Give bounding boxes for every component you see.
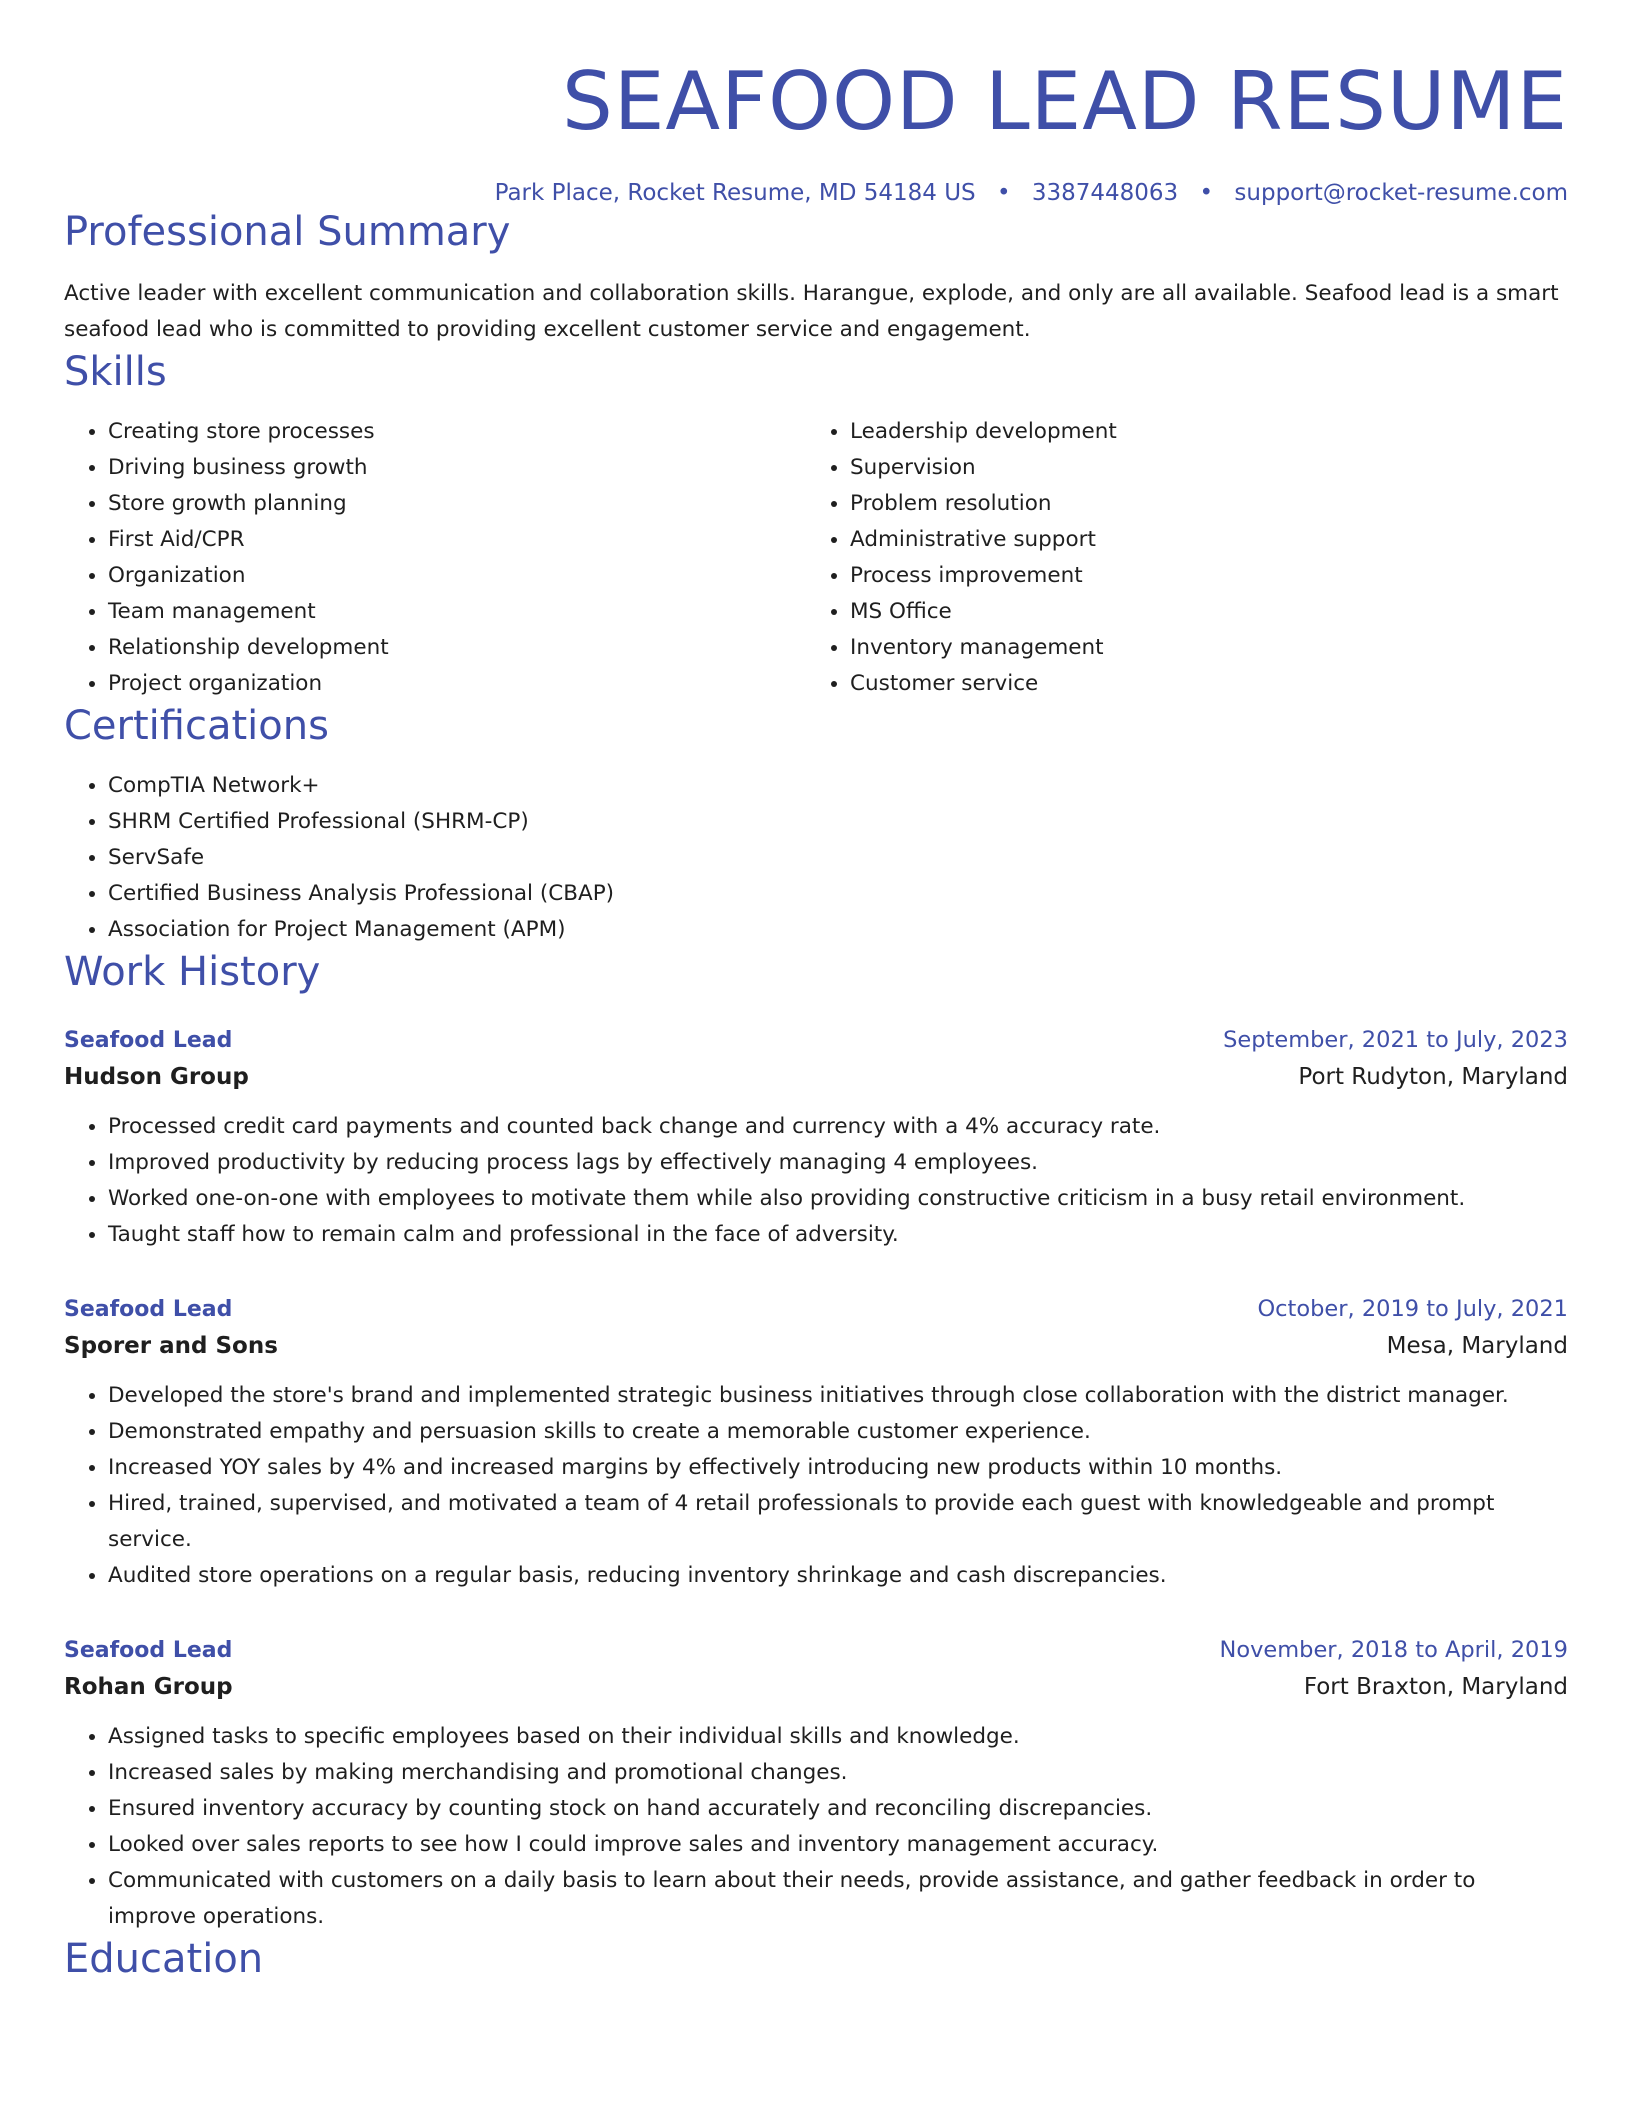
- skill-item: • Problem resolution: [850, 486, 1548, 522]
- contact-phone: 3387448063: [1031, 180, 1179, 206]
- job-company-row: [64, 1059, 1568, 1095]
- job-bullet: • Assigned tasks to specific employees based on their individual skills and knowledge.: [108, 1719, 1568, 1755]
- resume-title: SEAFOOD LEAD RESUME: [562, 55, 1568, 148]
- job-title: Seafood Lead: [64, 1297, 233, 1322]
- job-header-row: [64, 1022, 1568, 1059]
- job-bullets: [64, 1378, 1568, 1594]
- job-bullet: • Looked over sales reports to see how I could improve sales and inventory management accuracy.: [108, 1827, 1568, 1863]
- job-bullets: [64, 1719, 1568, 1935]
- skill-item: • Driving business growth: [108, 450, 806, 486]
- contact-line: [64, 178, 1568, 208]
- job-location: Mesa, Maryland: [1386, 1333, 1568, 1359]
- certification-item: • ServSafe: [108, 840, 1568, 876]
- job-bullet: • Increased YOY sales by 4% and increased margins by effectively introducing new products within 10 months.: [108, 1450, 1568, 1486]
- job-company-row: [64, 1669, 1568, 1705]
- job-company: Sporer and Sons: [64, 1333, 278, 1359]
- job-bullet: • Ensured inventory accuracy by counting stock on hand accurately and reconciling discrepancies.: [108, 1791, 1568, 1827]
- job-bullet: • Developed the store's brand and implemented strategic business initiatives through close collaboration with the district manager.: [108, 1378, 1568, 1414]
- contact-separator: •: [996, 180, 1011, 206]
- job-dates: October, 2019 to July, 2021: [1257, 1296, 1568, 1322]
- skills-heading: Skills: [64, 349, 167, 395]
- education-heading: Education: [64, 1936, 264, 1982]
- job-dates: September, 2021 to July, 2023: [1223, 1027, 1568, 1053]
- contact-address: Park Place, Rocket Resume, MD 54184 US: [494, 180, 976, 206]
- skill-item: • Administrative support: [850, 522, 1548, 558]
- job-bullet: • Worked one-on-one with employees to motivate them while also providing constructive criticism in a busy retail environment.: [108, 1181, 1568, 1217]
- job-bullet: • Hired, trained, supervised, and motivated a team of 4 retail professionals to provide each guest with knowledgeable and prompt service.: [108, 1486, 1568, 1558]
- skill-item: • Project organization: [108, 666, 806, 702]
- skill-item: • Supervision: [850, 450, 1548, 486]
- skill-item: • Inventory management: [850, 630, 1548, 666]
- skill-item: • Customer service: [850, 666, 1548, 702]
- certification-item: • SHRM Certified Professional (SHRM-CP): [108, 804, 1568, 840]
- summary-heading: Professional Summary: [64, 209, 511, 255]
- skill-item: • First Aid/CPR: [108, 522, 806, 558]
- contact-separator: •: [1199, 180, 1214, 206]
- job-bullets: [64, 1109, 1568, 1253]
- skills-columns: [64, 414, 1568, 702]
- skills-right-list: [806, 414, 1548, 702]
- work-history-heading: Work History: [64, 949, 321, 995]
- job-entry: [64, 1291, 1568, 1594]
- job-bullet: • Processed credit card payments and counted back change and currency with a 4% accuracy rate.: [108, 1109, 1568, 1145]
- job-location: Port Rudyton, Maryland: [1298, 1064, 1568, 1090]
- certifications-list: [64, 768, 1568, 948]
- job-company: Hudson Group: [64, 1064, 249, 1090]
- skill-item: • Creating store processes: [108, 414, 806, 450]
- job-company-row: [64, 1328, 1568, 1364]
- summary-text: Active leader with excellent communication and collaboration skills. Harangue, explode, and only are all available. Seafood lead is a smart seafood lead who is committed to providing excellent customer service and engagement.: [64, 281, 1559, 342]
- job-header-row: [64, 1632, 1568, 1669]
- skill-item: • Relationship development: [108, 630, 806, 666]
- job-dates: November, 2018 to April, 2019: [1219, 1637, 1568, 1663]
- job-title: Seafood Lead: [64, 1638, 233, 1663]
- job-header-row: [64, 1291, 1568, 1328]
- certification-item: • CompTIA Network+: [108, 768, 1568, 804]
- job-bullet: • Demonstrated empathy and persuasion skills to create a memorable customer experience.: [108, 1414, 1568, 1450]
- job-bullet: • Communicated with customers on a daily basis to learn about their needs, provide assistance, and gather feedback in order to improve operations.: [108, 1863, 1568, 1935]
- job-bullet: • Increased sales by making merchandising and promotional changes.: [108, 1755, 1568, 1791]
- contact-email: support@rocket-resume.com: [1234, 180, 1568, 206]
- job-bullet: • Improved productivity by reducing process lags by effectively managing 4 employees.: [108, 1145, 1568, 1181]
- skill-item: • Team management: [108, 594, 806, 630]
- skill-item: • Store growth planning: [108, 486, 806, 522]
- job-company: Rohan Group: [64, 1674, 233, 1700]
- resume-page: [64, 0, 1568, 1983]
- certification-item: • Certified Business Analysis Professional (CBAP): [108, 876, 1568, 912]
- job-entry: [64, 1022, 1568, 1253]
- work-history-list: [64, 1022, 1568, 1935]
- skill-item: • MS Office: [850, 594, 1548, 630]
- skills-right-column: [806, 414, 1548, 702]
- job-location: Fort Braxton, Maryland: [1303, 1674, 1568, 1700]
- certification-item: • Association for Project Management (APM): [108, 912, 1568, 948]
- job-bullet: • Taught staff how to remain calm and professional in the face of adversity.: [108, 1217, 1568, 1253]
- job-title: Seafood Lead: [64, 1028, 233, 1053]
- job-entry: [64, 1632, 1568, 1935]
- job-bullet: • Audited store operations on a regular basis, reducing inventory shrinkage and cash discrepancies.: [108, 1558, 1568, 1594]
- certifications-heading: Certifications: [64, 703, 329, 749]
- skill-item: • Organization: [108, 558, 806, 594]
- skills-left-column: [64, 414, 806, 702]
- skills-left-list: [64, 414, 806, 702]
- skill-item: • Process improvement: [850, 558, 1548, 594]
- skill-item: • Leadership development: [850, 414, 1548, 450]
